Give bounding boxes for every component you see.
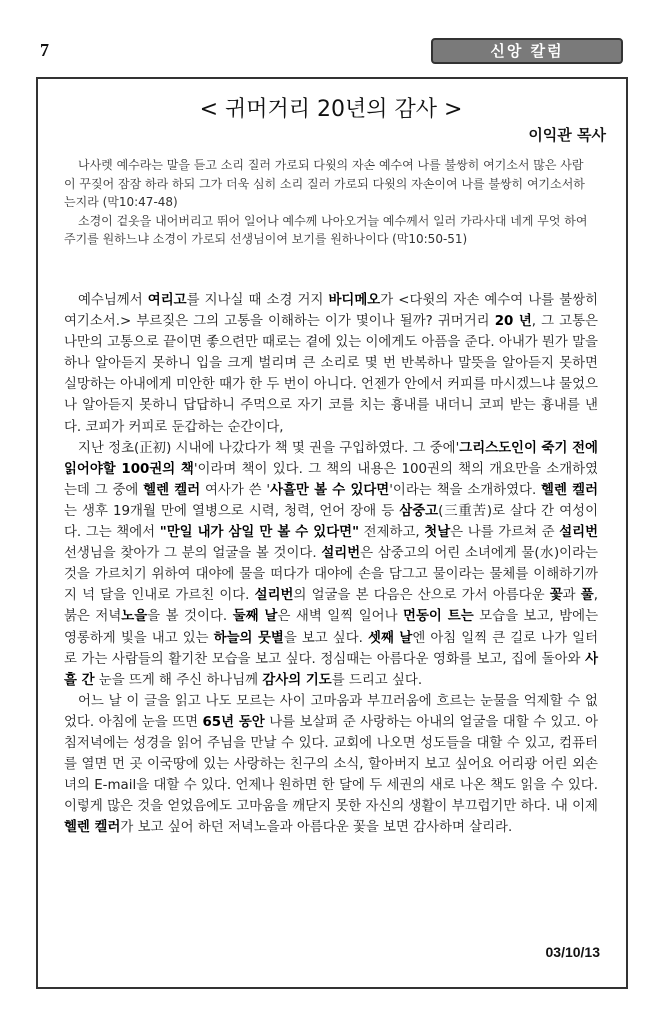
text: 을 볼 것이다. bbox=[147, 609, 233, 625]
text: 가 보고 싶어 하던 저녁노을과 아름다운 꽃을 보면 감사하며 살리라. bbox=[120, 820, 513, 836]
emphasis: 헬렌 켈러 bbox=[541, 482, 599, 498]
emphasis: 감사의 기도 bbox=[262, 672, 332, 688]
paragraph-1 bbox=[64, 290, 598, 438]
article-author: 이익관 목사 bbox=[528, 126, 606, 144]
scripture-verse-2: 소경이 겉옷을 내어버리고 뛰어 일어나 예수께 나아오거늘 예수께서 일러 가라사대 네게 무엇 하여 주기를 원하느냐 소경이 가로되 선생님이여 보기를 원하나이다 (막10:50-51) bbox=[64, 213, 588, 246]
emphasis: 65년 동안 bbox=[202, 714, 265, 730]
emphasis: 20 년 bbox=[494, 314, 532, 330]
emphasis: 셋째 날 bbox=[368, 630, 413, 646]
text: , 붉은 저녁 bbox=[64, 588, 598, 625]
emphasis: 헬렌 켈러 bbox=[143, 482, 201, 498]
text: 선생님을 찾아가 그 분의 얼굴을 볼 것이다. bbox=[64, 546, 322, 562]
text: 어느 날 이 글을 읽고 나도 모르는 사이 고마움과 부끄러움에 흐르는 눈물을 억제할 수 없었다. 아침에 눈을 뜨면 bbox=[64, 693, 598, 730]
text: 모습을 보고, 밤에는 영롱하게 빛을 내고 있는 bbox=[64, 609, 599, 646]
text: 를 지나실 때 소경 거지 bbox=[186, 293, 329, 308]
text: 눈을 뜨게 해 주신 하나님께 bbox=[94, 672, 263, 688]
emphasis: 여리고 bbox=[147, 293, 187, 308]
emphasis: 둘째 날 bbox=[232, 609, 278, 625]
emphasis: 설리번 bbox=[559, 525, 599, 541]
emphasis: 첫날 bbox=[424, 525, 451, 541]
article-title: < 귀머거리 20년의 감사 > bbox=[199, 97, 463, 122]
emphasis: 노을 bbox=[121, 609, 148, 625]
emphasis: 하늘의 뭇별 bbox=[213, 630, 284, 646]
emphasis: 먼동이 트는 bbox=[403, 609, 474, 625]
text: (三重苦)로 살다 간 여성이다. 그는 책에서 bbox=[64, 503, 598, 541]
text: 는 생후 19개월 만에 열병으로 시력, 청력, 언어 장애 등 bbox=[64, 503, 400, 519]
text: 과 bbox=[562, 588, 581, 604]
text: 예수님께서 bbox=[78, 293, 148, 308]
emphasis: 설리번 bbox=[321, 546, 361, 562]
paragraph-3 bbox=[64, 691, 598, 839]
paragraph-2 bbox=[64, 438, 598, 691]
section-label: 신앙 칼럼 bbox=[431, 38, 623, 64]
text: 은 새벽 일찍 일어나 bbox=[277, 609, 404, 625]
text: 은 나를 가르쳐 준 bbox=[450, 525, 560, 541]
emphasis: 바디메오 bbox=[328, 293, 381, 308]
emphasis: "만일 내가 삼일 만 볼 수 있다면" bbox=[159, 525, 360, 541]
emphasis: 그리스도인이 죽기 전에 읽어야할 100권의 책 bbox=[64, 440, 598, 477]
emphasis: 헬렌 켈러 bbox=[64, 820, 121, 836]
text: 의 얼굴을 본 다음은 산으로 가서 아름다운 bbox=[293, 588, 550, 604]
text: 엔 아침 일찍 큰 길로 나가 일터로 가는 사람들의 활기찬 모습을 보고 싶다. 정심때는 아름다운 영화를 보고, 집에 돌아와 bbox=[64, 630, 599, 667]
text: 은 삼중고의 어린 소녀에게 물(水)이라는 것을 가르치기 위하여 대야에 물을 떠다가 대야에 손을 담그고 물이라는 물체를 이해하기까지 넉 달을 인내로 가르친 이다. bbox=[64, 546, 598, 604]
emphasis: 설리번 bbox=[254, 588, 294, 604]
text: 가 <다윗의 자손 예수여 나를 불쌍히 여기소서.> 부르짖은 그의 고통을 이해하는 이가 몇이나 될까? 귀머거리 bbox=[64, 293, 599, 330]
text: 를 드리고 싶다. bbox=[331, 672, 423, 688]
article-body bbox=[64, 290, 598, 838]
scripture-verse-1: 나사렛 예수라는 말을 듣고 소리 질러 가로되 다윗의 자손 예수여 나를 불쌍히 여기소서 많은 사람이 꾸짖어 잠잠 하라 하되 그가 더욱 심히 소리 질러 가로되 다윗의 자손이여 나를 불쌍히 여기소서하는지라 (막10:47-48) bbox=[64, 158, 585, 209]
text: '이라며 책이 있다. 그 책의 내용은 100권의 책의 개요만을 소개하였는데 그 중에 bbox=[64, 461, 599, 498]
text: , 그 고통은 나만의 고통으로 끝이면 좋으련만 때로는 곁에 있는 이에게도 아픔을 준다. 아내가 뭔가 말을 하나 알아듣지 못하니 입을 크게 벌리며 큰 소리로 몇 번 반복하나 말뜻을 알아듣지 못하면 실망하는 아내에게 미안한 때가 한 두 번이 아니다. 언젠가 안에서 커피를 마시겠느냐 물었으나 알아듣지 못하니 답답하니 주먹으로 자기 코를 치는 흉내를 내더니 코피 받는 흉내를 낸다. 코피가 커피로 둔갑하는 순간이다, bbox=[64, 314, 598, 435]
emphasis: 사흘 간 bbox=[64, 651, 598, 688]
text: 전제하고, bbox=[359, 525, 425, 541]
emphasis: 꽃 bbox=[549, 588, 563, 604]
text: '이라는 책을 소개하였다. bbox=[389, 482, 542, 498]
scripture-quote bbox=[64, 156, 594, 249]
text: 지난 정초(正初) 시내에 나갔다가 책 몇 권을 구입하였다. 그 중에' bbox=[78, 440, 460, 456]
page-number: 7 bbox=[40, 40, 49, 60]
emphasis: 풀 bbox=[580, 588, 594, 604]
emphasis: 삼중고 bbox=[399, 503, 439, 519]
emphasis: 사흘만 볼 수 있다면 bbox=[270, 482, 390, 498]
article-date: 03/10/13 bbox=[545, 944, 600, 960]
text: 나를 보살펴 준 사랑하는 아내의 얼굴을 대할 수 있고. 아침저녁에는 성경을 읽어 주님을 만날 수 있다. 교회에 나오면 성도들을 대할 수 있고, 컴퓨터를 열면 먼 곳 이국땅에 있는 사랑하는 친구의 소식, 할아버지 보고 싶어요 어리광 어린 외손녀의 E-mail을 대할 수 있다. 언제나 원하면 한 달에 두 세권의 새로 나온 책도 읽을 수 있다. 이렇게 많은 것을 얻었음에도 고마움을 깨닫지 못한 자신의 생활이 부끄럽기만 하다. 내 이제 bbox=[64, 714, 599, 815]
text: 을 보고 싶다. bbox=[283, 630, 369, 646]
text: 여사가 쓴 ' bbox=[200, 482, 271, 498]
